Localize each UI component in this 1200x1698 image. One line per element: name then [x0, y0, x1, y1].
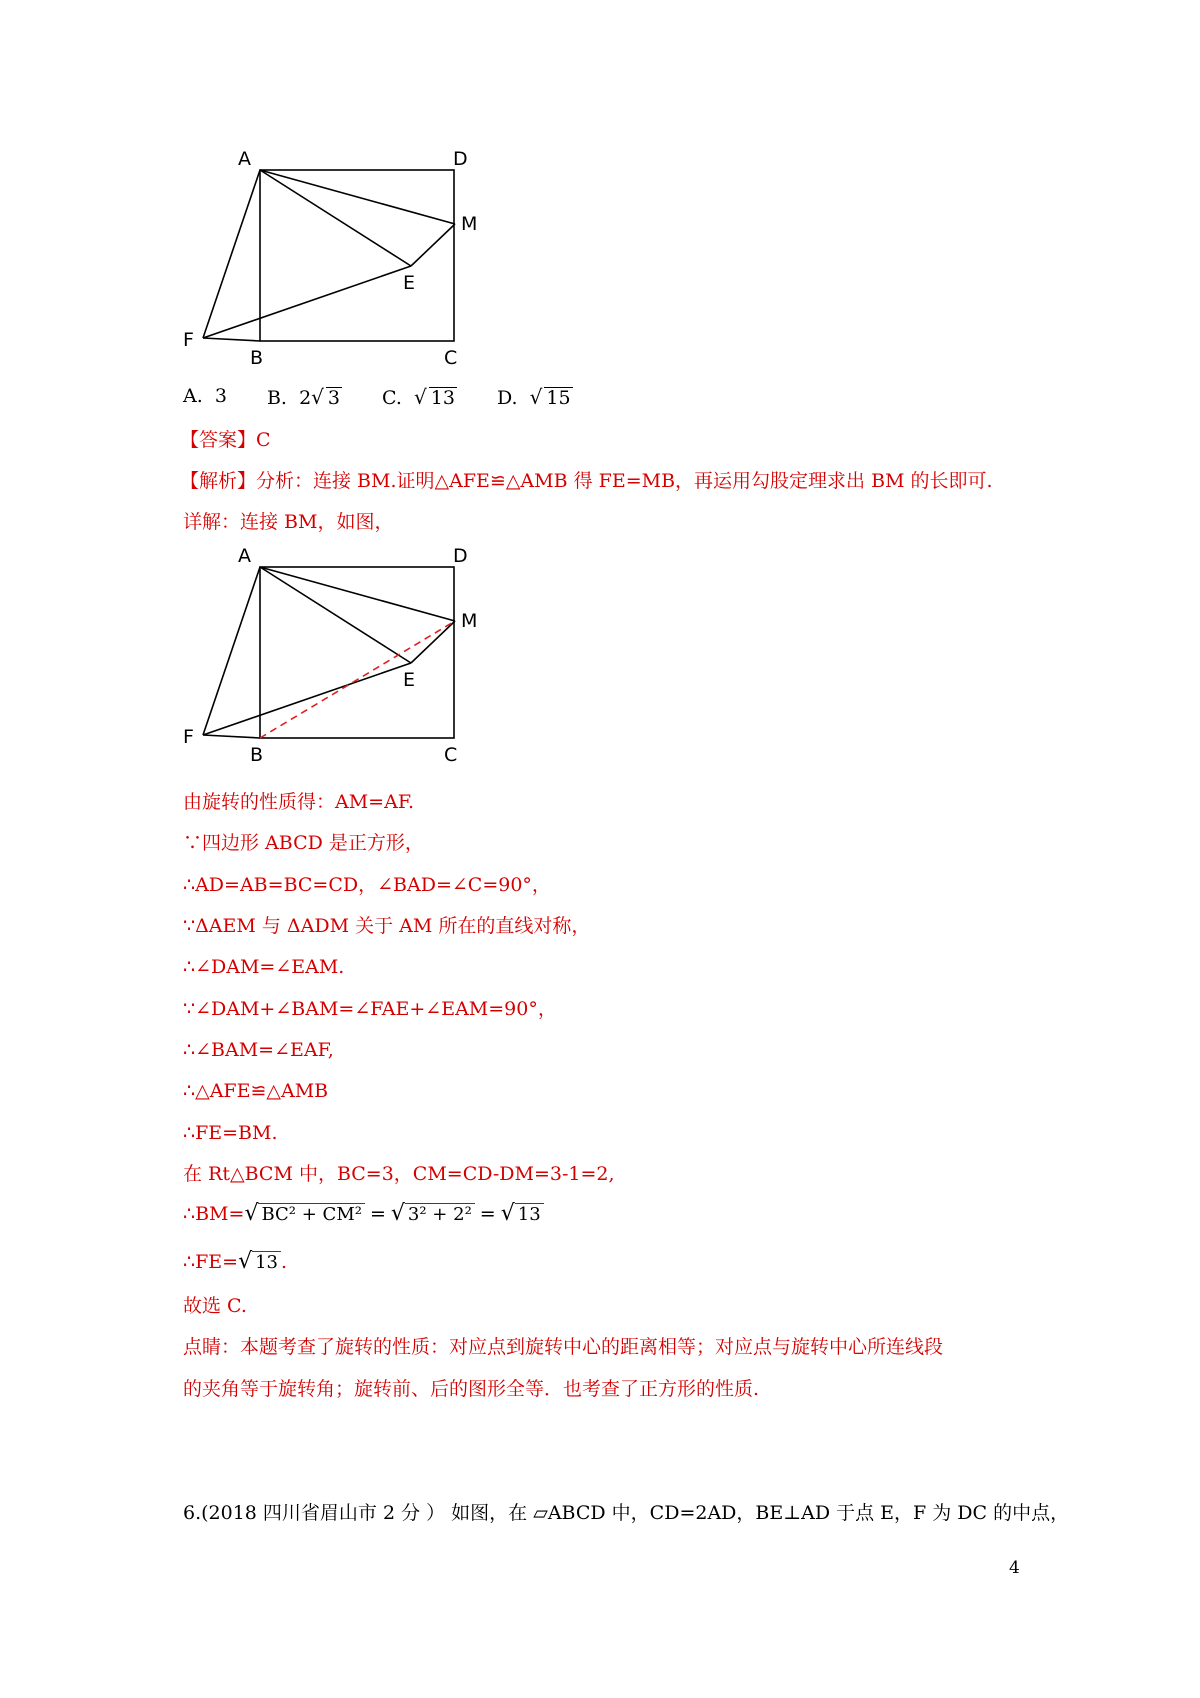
option-c-radicand: 13	[430, 387, 455, 409]
analysis-text: 分析：连接 BM.证明△AFE≌△AMB 得 FE=MB，再运用勾股定理求出 BM 的长即可.	[256, 470, 993, 492]
square-abcd	[260, 170, 454, 341]
analysis-tag: 【解析】	[180, 470, 257, 492]
option-d-label: D.	[496, 387, 518, 409]
option-b-coef: 2	[299, 387, 312, 409]
segment-af	[203, 170, 260, 338]
label-m: M	[461, 213, 478, 235]
question-6: 6.(2018 四川省眉山市 2 分 ） 如图，在 ▱ABCD 中，CD=2AD，BE⊥AD 于点 E，F 为 DC 的中点，	[183, 1502, 1070, 1524]
segment-fb	[203, 735, 260, 738]
answer-value: C	[256, 429, 271, 451]
segment-am	[260, 567, 455, 621]
comment-line-2: 的夹角等于旋转角；旋转前、后的图形全等．也考查了正方形的性质.	[183, 1378, 760, 1400]
answer-options	[183, 385, 613, 409]
option-b-label: B.	[266, 387, 287, 409]
fe-suffix: .	[281, 1251, 288, 1273]
equals-sign: =	[369, 1203, 386, 1225]
option-a	[183, 385, 227, 409]
segment-fb	[203, 338, 260, 341]
fe-radicand: 13	[252, 1251, 281, 1274]
label-a: A	[238, 545, 251, 567]
step-line: 在 Rt△BCM 中，BC=3，CM=CD-DM=3-1=2,	[183, 1163, 615, 1185]
radical-icon: √	[414, 385, 427, 409]
radical-icon: √	[244, 1201, 259, 1226]
radical-icon: √	[390, 1201, 405, 1226]
label-c: C	[444, 347, 458, 369]
segment-em	[411, 224, 455, 266]
bm-radicand-3: 13	[515, 1203, 544, 1226]
step-line: ∴AD=AB=BC=CD，∠BAD=∠C=90°，	[183, 874, 551, 896]
segment-fe	[203, 663, 411, 735]
analysis-line	[180, 469, 993, 493]
radical-icon: √	[238, 1249, 253, 1274]
label-e: E	[403, 272, 416, 294]
bm-radicand-1: BC² + CM²	[258, 1203, 365, 1226]
option-b	[267, 385, 342, 409]
step-line: ∴△AFE≌△AMB	[183, 1080, 329, 1102]
comment-line-1: 点睛：本题考查了旋转的性质：对应点到旋转中心的距离相等；对应点与旋转中心所连线段	[183, 1336, 944, 1358]
step-line: 由旋转的性质得：AM=AF.	[183, 791, 415, 813]
step-line: ∴∠DAM=∠EAM.	[183, 956, 345, 978]
option-a-label: A.	[183, 385, 203, 407]
option-b-radicand: 3	[327, 387, 340, 409]
label-b: B	[250, 347, 264, 369]
step-line: ∵∠DAM+∠BAM=∠FAE+∠EAM=90°，	[183, 998, 557, 1020]
segment-fe	[203, 266, 411, 338]
detail-line: 详解：连接 BM，如图，	[183, 511, 394, 533]
option-c-label: C.	[382, 387, 402, 409]
square-abcd	[260, 567, 454, 738]
option-d	[497, 385, 573, 409]
label-c: C	[444, 744, 458, 766]
label-d: D	[453, 148, 468, 170]
label-m: M	[461, 610, 478, 632]
label-f: F	[183, 329, 194, 351]
bm-formula	[183, 1202, 544, 1226]
segment-am	[260, 170, 455, 224]
label-a: A	[238, 148, 251, 170]
segment-bm-dashed	[260, 621, 455, 738]
segment-ae	[260, 567, 411, 663]
step-line: ∵四边形 ABCD 是正方形，	[183, 832, 424, 854]
label-d: D	[453, 545, 468, 567]
option-a-value: 3	[214, 385, 227, 407]
segment-em	[411, 621, 455, 663]
label-e: E	[403, 669, 416, 691]
conclusion: 故选 C.	[183, 1295, 247, 1317]
figure-1	[175, 148, 495, 378]
option-d-radicand: 15	[546, 387, 571, 409]
answer-tag: 【答案】	[180, 429, 257, 451]
figure-2	[175, 545, 495, 775]
bm-radicand-2: 3² + 2²	[405, 1203, 475, 1226]
option-c	[382, 385, 457, 409]
bm-formula-prefix: ∴BM=	[183, 1203, 245, 1225]
radical-icon: √	[529, 385, 543, 409]
segment-af	[203, 567, 260, 735]
fe-prefix: ∴FE=	[183, 1251, 239, 1273]
fe-result	[183, 1250, 287, 1274]
radical-icon: √	[311, 385, 324, 409]
step-line: ∵ΔAEM 与 ΔADM 关于 AM 所在的直线对称，	[183, 915, 591, 937]
radical-icon: √	[500, 1201, 515, 1226]
step-line: ∴FE=BM.	[183, 1122, 278, 1144]
step-line: ∴∠BAM=∠EAF,	[183, 1039, 334, 1061]
page-number: 4	[1009, 1558, 1020, 1578]
label-b: B	[250, 744, 264, 766]
answer-line	[180, 428, 271, 452]
segment-ae	[260, 170, 411, 266]
label-f: F	[183, 726, 194, 748]
equals-sign: =	[479, 1203, 496, 1225]
